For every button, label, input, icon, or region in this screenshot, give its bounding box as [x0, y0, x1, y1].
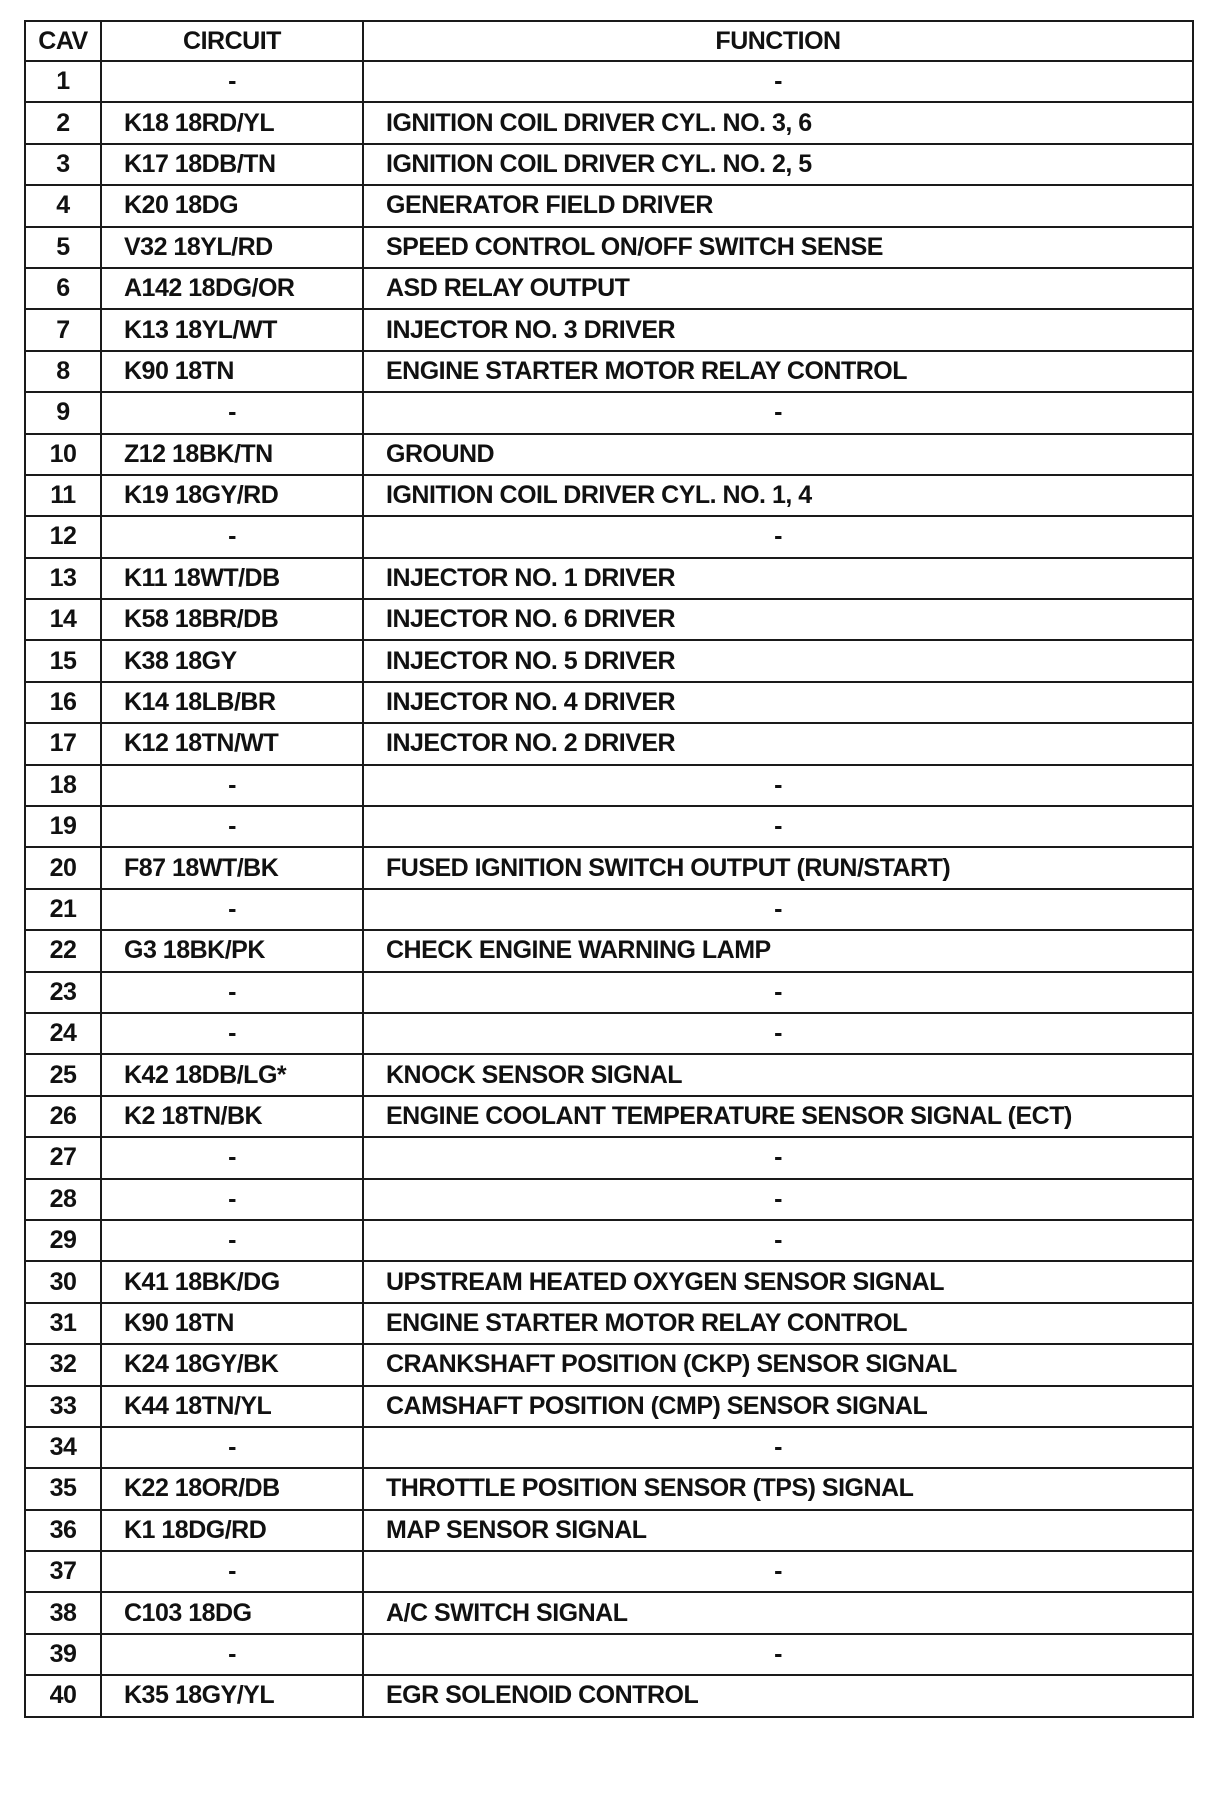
- circuit-function: -: [363, 889, 1193, 930]
- cav-number: 4: [25, 185, 101, 226]
- table-row: [25, 558, 1193, 599]
- circuit-function: INJECTOR NO. 2 DRIVER: [363, 723, 1193, 764]
- circuit-code: K38 18GY: [101, 640, 363, 681]
- circuit-function: EGR SOLENOID CONTROL: [363, 1675, 1193, 1716]
- circuit-function: -: [363, 1634, 1193, 1675]
- table-row: [25, 1634, 1193, 1675]
- cav-number: 39: [25, 1634, 101, 1675]
- circuit-function: -: [363, 516, 1193, 557]
- table-row: [25, 640, 1193, 681]
- circuit-function: -: [363, 1220, 1193, 1261]
- header-row: [25, 21, 1193, 61]
- cav-number: 34: [25, 1427, 101, 1468]
- circuit-function: -: [363, 806, 1193, 847]
- header-cav: CAV: [25, 21, 101, 61]
- cav-number: 9: [25, 392, 101, 433]
- cav-number: 7: [25, 309, 101, 350]
- cav-number: 8: [25, 351, 101, 392]
- circuit-code: K41 18BK/DG: [101, 1261, 363, 1302]
- table-row: [25, 1261, 1193, 1302]
- circuit-function: INJECTOR NO. 5 DRIVER: [363, 640, 1193, 681]
- table-row: [25, 1551, 1193, 1592]
- circuit-function: IGNITION COIL DRIVER CYL. NO. 3, 6: [363, 102, 1193, 143]
- circuit-function: THROTTLE POSITION SENSOR (TPS) SIGNAL: [363, 1468, 1193, 1509]
- circuit-code: K19 18GY/RD: [101, 475, 363, 516]
- cav-number: 19: [25, 806, 101, 847]
- cav-number: 38: [25, 1592, 101, 1633]
- cav-number: 20: [25, 847, 101, 888]
- circuit-function: KNOCK SENSOR SIGNAL: [363, 1054, 1193, 1095]
- cav-number: 35: [25, 1468, 101, 1509]
- table-row: [25, 309, 1193, 350]
- circuit-code: -: [101, 806, 363, 847]
- table-row: [25, 1137, 1193, 1178]
- circuit-code: -: [101, 889, 363, 930]
- cav-number: 28: [25, 1179, 101, 1220]
- circuit-function: CAMSHAFT POSITION (CMP) SENSOR SIGNAL: [363, 1386, 1193, 1427]
- circuit-function: GROUND: [363, 434, 1193, 475]
- circuit-function: -: [363, 1179, 1193, 1220]
- cav-number: 33: [25, 1386, 101, 1427]
- circuit-code: K90 18TN: [101, 1303, 363, 1344]
- circuit-function: GENERATOR FIELD DRIVER: [363, 185, 1193, 226]
- circuit-function: -: [363, 392, 1193, 433]
- circuit-code: A142 18DG/OR: [101, 268, 363, 309]
- circuit-function: -: [363, 972, 1193, 1013]
- circuit-function: ENGINE COOLANT TEMPERATURE SENSOR SIGNAL (ECT): [363, 1096, 1193, 1137]
- table-row: [25, 1386, 1193, 1427]
- cav-number: 17: [25, 723, 101, 764]
- circuit-code: K1 18DG/RD: [101, 1510, 363, 1551]
- circuit-code: K20 18DG: [101, 185, 363, 226]
- circuit-code: -: [101, 1427, 363, 1468]
- table-row: [25, 516, 1193, 557]
- table-row: [25, 599, 1193, 640]
- cav-number: 37: [25, 1551, 101, 1592]
- circuit-code: K14 18LB/BR: [101, 682, 363, 723]
- cav-number: 36: [25, 1510, 101, 1551]
- table-row: [25, 930, 1193, 971]
- cav-number: 2: [25, 102, 101, 143]
- circuit-function: INJECTOR NO. 6 DRIVER: [363, 599, 1193, 640]
- circuit-code: -: [101, 1220, 363, 1261]
- table-row: [25, 723, 1193, 764]
- table-row: [25, 61, 1193, 102]
- table-row: [25, 1096, 1193, 1137]
- table-row: [25, 1013, 1193, 1054]
- circuit-code: V32 18YL/RD: [101, 227, 363, 268]
- circuit-code: -: [101, 61, 363, 102]
- cav-number: 26: [25, 1096, 101, 1137]
- circuit-code: -: [101, 765, 363, 806]
- cav-number: 5: [25, 227, 101, 268]
- circuit-code: K13 18YL/WT: [101, 309, 363, 350]
- table-row: [25, 392, 1193, 433]
- table-row: [25, 765, 1193, 806]
- table-row: [25, 185, 1193, 226]
- circuit-function: CRANKSHAFT POSITION (CKP) SENSOR SIGNAL: [363, 1344, 1193, 1385]
- circuit-function: -: [363, 1137, 1193, 1178]
- cav-number: 6: [25, 268, 101, 309]
- circuit-code: -: [101, 1137, 363, 1178]
- table-row: [25, 1592, 1193, 1633]
- circuit-code: K12 18TN/WT: [101, 723, 363, 764]
- header-function: FUNCTION: [363, 21, 1193, 61]
- circuit-function: FUSED IGNITION SWITCH OUTPUT (RUN/START): [363, 847, 1193, 888]
- pinout-body: [25, 61, 1193, 1717]
- table-row: [25, 1468, 1193, 1509]
- circuit-code: F87 18WT/BK: [101, 847, 363, 888]
- circuit-function: ASD RELAY OUTPUT: [363, 268, 1193, 309]
- circuit-code: -: [101, 1179, 363, 1220]
- circuit-function: MAP SENSOR SIGNAL: [363, 1510, 1193, 1551]
- circuit-function: A/C SWITCH SIGNAL: [363, 1592, 1193, 1633]
- pinout-table: [24, 20, 1194, 1718]
- circuit-code: K17 18DB/TN: [101, 144, 363, 185]
- table-row: [25, 806, 1193, 847]
- cav-number: 16: [25, 682, 101, 723]
- circuit-code: K18 18RD/YL: [101, 102, 363, 143]
- table-row: [25, 1427, 1193, 1468]
- circuit-code: -: [101, 516, 363, 557]
- circuit-code: K2 18TN/BK: [101, 1096, 363, 1137]
- circuit-function: INJECTOR NO. 3 DRIVER: [363, 309, 1193, 350]
- cav-number: 11: [25, 475, 101, 516]
- circuit-code: -: [101, 1551, 363, 1592]
- table-row: [25, 434, 1193, 475]
- cav-number: 14: [25, 599, 101, 640]
- cav-number: 10: [25, 434, 101, 475]
- table-row: [25, 847, 1193, 888]
- circuit-function: -: [363, 61, 1193, 102]
- circuit-code: K44 18TN/YL: [101, 1386, 363, 1427]
- cav-number: 29: [25, 1220, 101, 1261]
- circuit-code: K42 18DB/LG*: [101, 1054, 363, 1095]
- circuit-function: -: [363, 1551, 1193, 1592]
- table-row: [25, 268, 1193, 309]
- circuit-code: -: [101, 392, 363, 433]
- table-row: [25, 1054, 1193, 1095]
- circuit-code: Z12 18BK/TN: [101, 434, 363, 475]
- table-row: [25, 102, 1193, 143]
- table-row: [25, 144, 1193, 185]
- cav-number: 24: [25, 1013, 101, 1054]
- table-row: [25, 1344, 1193, 1385]
- table-row: [25, 682, 1193, 723]
- header-circuit: CIRCUIT: [101, 21, 363, 61]
- circuit-code: K58 18BR/DB: [101, 599, 363, 640]
- table-row: [25, 1510, 1193, 1551]
- cav-number: 25: [25, 1054, 101, 1095]
- cav-number: 12: [25, 516, 101, 557]
- circuit-function: INJECTOR NO. 1 DRIVER: [363, 558, 1193, 599]
- circuit-function: -: [363, 1427, 1193, 1468]
- circuit-function: IGNITION COIL DRIVER CYL. NO. 1, 4: [363, 475, 1193, 516]
- cav-number: 32: [25, 1344, 101, 1385]
- table-row: [25, 972, 1193, 1013]
- circuit-code: K11 18WT/DB: [101, 558, 363, 599]
- cav-number: 40: [25, 1675, 101, 1716]
- table-row: [25, 1675, 1193, 1716]
- cav-number: 15: [25, 640, 101, 681]
- table-row: [25, 475, 1193, 516]
- circuit-code: -: [101, 1634, 363, 1675]
- circuit-code: K22 18OR/DB: [101, 1468, 363, 1509]
- circuit-code: C103 18DG: [101, 1592, 363, 1633]
- cav-number: 18: [25, 765, 101, 806]
- table-row: [25, 1220, 1193, 1261]
- table-row: [25, 1179, 1193, 1220]
- circuit-code: -: [101, 972, 363, 1013]
- cav-number: 30: [25, 1261, 101, 1302]
- cav-number: 21: [25, 889, 101, 930]
- circuit-function: SPEED CONTROL ON/OFF SWITCH SENSE: [363, 227, 1193, 268]
- table-row: [25, 1303, 1193, 1344]
- cav-number: 22: [25, 930, 101, 971]
- circuit-code: K24 18GY/BK: [101, 1344, 363, 1385]
- circuit-function: ENGINE STARTER MOTOR RELAY CONTROL: [363, 351, 1193, 392]
- table-row: [25, 351, 1193, 392]
- circuit-function: INJECTOR NO. 4 DRIVER: [363, 682, 1193, 723]
- circuit-function: UPSTREAM HEATED OXYGEN SENSOR SIGNAL: [363, 1261, 1193, 1302]
- circuit-code: G3 18BK/PK: [101, 930, 363, 971]
- table-row: [25, 227, 1193, 268]
- circuit-code: K90 18TN: [101, 351, 363, 392]
- cav-number: 27: [25, 1137, 101, 1178]
- cav-number: 3: [25, 144, 101, 185]
- circuit-function: -: [363, 1013, 1193, 1054]
- cav-number: 1: [25, 61, 101, 102]
- connector-pinout-sheet: [24, 20, 1192, 1718]
- cav-number: 23: [25, 972, 101, 1013]
- circuit-function: IGNITION COIL DRIVER CYL. NO. 2, 5: [363, 144, 1193, 185]
- cav-number: 13: [25, 558, 101, 599]
- circuit-code: -: [101, 1013, 363, 1054]
- circuit-code: K35 18GY/YL: [101, 1675, 363, 1716]
- circuit-function: CHECK ENGINE WARNING LAMP: [363, 930, 1193, 971]
- cav-number: 31: [25, 1303, 101, 1344]
- circuit-function: ENGINE STARTER MOTOR RELAY CONTROL: [363, 1303, 1193, 1344]
- table-row: [25, 889, 1193, 930]
- circuit-function: -: [363, 765, 1193, 806]
